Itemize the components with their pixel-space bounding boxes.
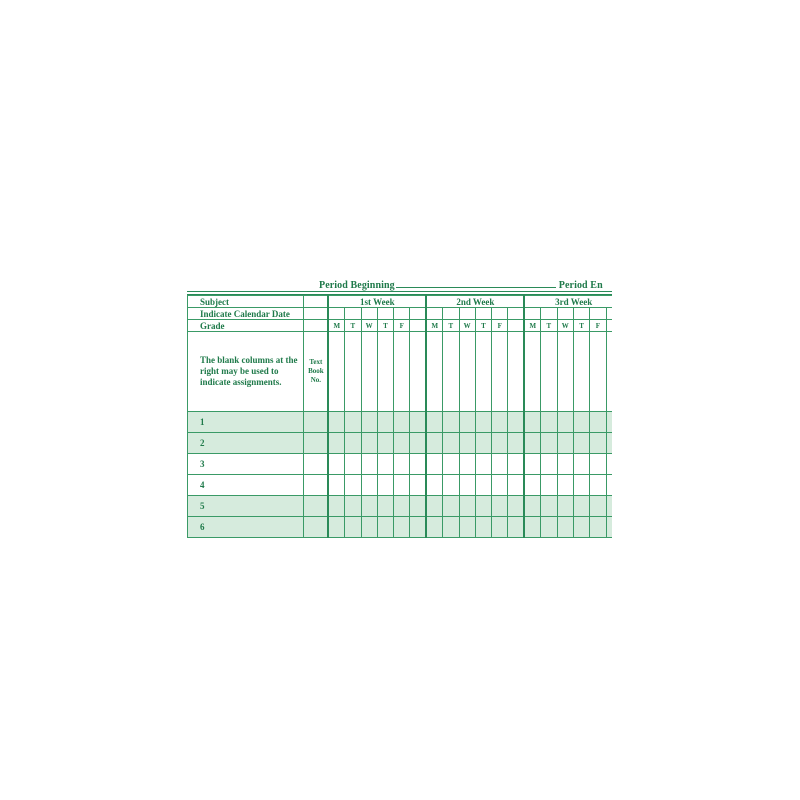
textbook-cell[interactable]: [304, 475, 328, 496]
attendance-cell[interactable]: [328, 412, 344, 433]
date-cell[interactable]: [410, 308, 426, 320]
textbook-cell[interactable]: [304, 496, 328, 517]
date-cell[interactable]: [541, 308, 557, 320]
attendance-cell[interactable]: [524, 433, 540, 454]
attendance-cell[interactable]: [426, 496, 442, 517]
date-cell[interactable]: [328, 308, 344, 320]
attendance-cell[interactable]: [443, 475, 459, 496]
attendance-cell[interactable]: [410, 454, 426, 475]
attendance-cell[interactable]: [410, 517, 426, 538]
attendance-cell[interactable]: [557, 517, 573, 538]
period-ending-label: Period En: [558, 280, 603, 291]
attendance-cell[interactable]: [394, 475, 410, 496]
textbook-cell[interactable]: [304, 412, 328, 433]
attendance-cell[interactable]: [573, 433, 589, 454]
attendance-cell[interactable]: [590, 454, 606, 475]
attendance-cell[interactable]: [459, 433, 475, 454]
attendance-cell[interactable]: [524, 475, 540, 496]
date-cell[interactable]: [524, 308, 540, 320]
date-cell[interactable]: [573, 308, 589, 320]
day-label: F: [590, 320, 606, 332]
attendance-cell[interactable]: [377, 412, 393, 433]
textbook-cell[interactable]: [304, 433, 328, 454]
attendance-cell[interactable]: [345, 433, 361, 454]
attendance-cell[interactable]: [377, 433, 393, 454]
assignment-header-cell[interactable]: [573, 332, 589, 412]
day-blank-cell: [606, 320, 612, 332]
period-line: [319, 278, 603, 291]
attendance-cell[interactable]: [492, 433, 508, 454]
attendance-cell[interactable]: [426, 433, 442, 454]
attendance-cell[interactable]: [328, 517, 344, 538]
attendance-cell[interactable]: [345, 475, 361, 496]
assignment-header-cell[interactable]: [508, 332, 524, 412]
day-label: W: [361, 320, 377, 332]
assignment-header-cell[interactable]: [443, 332, 459, 412]
attendance-cell[interactable]: [328, 496, 344, 517]
date-cell[interactable]: [361, 308, 377, 320]
attendance-cell[interactable]: [606, 454, 612, 475]
attendance-cell[interactable]: [557, 454, 573, 475]
attendance-cell[interactable]: [475, 433, 491, 454]
day-label: T: [475, 320, 491, 332]
attendance-cell[interactable]: [345, 496, 361, 517]
attendance-cell[interactable]: [443, 433, 459, 454]
attendance-cell[interactable]: [394, 433, 410, 454]
assignment-header-cell[interactable]: [557, 332, 573, 412]
day-label: M: [426, 320, 442, 332]
attendance-cell[interactable]: [573, 496, 589, 517]
attendance-cell[interactable]: [361, 496, 377, 517]
attendance-cell[interactable]: [492, 412, 508, 433]
attendance-cell[interactable]: [426, 454, 442, 475]
attendance-cell[interactable]: [443, 454, 459, 475]
attendance-cell[interactable]: [524, 517, 540, 538]
attendance-cell[interactable]: [541, 517, 557, 538]
assignment-header-cell[interactable]: [345, 332, 361, 412]
attendance-cell[interactable]: [557, 412, 573, 433]
attendance-cell[interactable]: [475, 517, 491, 538]
period-beginning-field[interactable]: [396, 278, 556, 288]
day-label: F: [492, 320, 508, 332]
table-row: [188, 517, 613, 538]
attendance-cell[interactable]: [377, 475, 393, 496]
attendance-cell[interactable]: [426, 517, 442, 538]
attendance-cell[interactable]: [573, 475, 589, 496]
row-number: 2: [188, 433, 304, 454]
row-number: 4: [188, 475, 304, 496]
attendance-cell[interactable]: [590, 475, 606, 496]
assignment-header-cell[interactable]: [524, 332, 540, 412]
attendance-cell[interactable]: [443, 517, 459, 538]
attendance-cell[interactable]: [410, 433, 426, 454]
attendance-cell[interactable]: [328, 433, 344, 454]
attendance-cell[interactable]: [394, 517, 410, 538]
attendance-cell[interactable]: [492, 454, 508, 475]
attendance-cell[interactable]: [606, 433, 612, 454]
textbook-cell[interactable]: [304, 517, 328, 538]
date-cell[interactable]: [459, 308, 475, 320]
attendance-cell[interactable]: [573, 412, 589, 433]
attendance-cell[interactable]: [361, 454, 377, 475]
attendance-cell[interactable]: [557, 496, 573, 517]
assignment-header-cell[interactable]: [492, 332, 508, 412]
textbook-number-label: Text Book No.: [304, 332, 328, 412]
attendance-cell[interactable]: [541, 454, 557, 475]
attendance-cell[interactable]: [361, 475, 377, 496]
attendance-cell[interactable]: [508, 433, 524, 454]
attendance-cell[interactable]: [524, 496, 540, 517]
date-cell[interactable]: [345, 308, 361, 320]
attendance-cell[interactable]: [394, 496, 410, 517]
attendance-cell[interactable]: [524, 454, 540, 475]
attendance-cell[interactable]: [492, 475, 508, 496]
table-row: [188, 412, 613, 433]
date-cell[interactable]: [475, 308, 491, 320]
attendance-cell[interactable]: [345, 517, 361, 538]
attendance-cell[interactable]: [508, 475, 524, 496]
date-cell[interactable]: [394, 308, 410, 320]
attendance-cell[interactable]: [328, 475, 344, 496]
textbook-cell[interactable]: [304, 454, 328, 475]
attendance-cell[interactable]: [443, 496, 459, 517]
attendance-cell[interactable]: [443, 412, 459, 433]
attendance-cell[interactable]: [541, 412, 557, 433]
assignment-header-cell[interactable]: [394, 332, 410, 412]
attendance-cell[interactable]: [459, 475, 475, 496]
assignment-header-cell[interactable]: [361, 332, 377, 412]
attendance-cell[interactable]: [492, 496, 508, 517]
date-cell[interactable]: [606, 308, 612, 320]
week-header-1: 1st Week: [328, 296, 426, 308]
row-number: 6: [188, 517, 304, 538]
table-row: [188, 454, 613, 475]
gradebook-sheet: [187, 274, 612, 544]
subject-label: Subject: [188, 296, 304, 308]
day-label: T: [573, 320, 589, 332]
week-header-3: 3rd Week: [524, 296, 612, 308]
attendance-cell[interactable]: [328, 454, 344, 475]
attendance-cell[interactable]: [377, 517, 393, 538]
attendance-cell[interactable]: [573, 454, 589, 475]
day-label: W: [557, 320, 573, 332]
day-label: M: [328, 320, 344, 332]
date-cell[interactable]: [557, 308, 573, 320]
attendance-cell[interactable]: [590, 412, 606, 433]
attendance-cell[interactable]: [475, 412, 491, 433]
attendance-cell[interactable]: [345, 412, 361, 433]
date-cell[interactable]: [426, 308, 442, 320]
attendance-cell[interactable]: [606, 412, 612, 433]
attendance-cell[interactable]: [410, 496, 426, 517]
textbook-header-cell: [304, 296, 328, 308]
assignment-header-cell[interactable]: [426, 332, 442, 412]
assignment-header-cell[interactable]: [541, 332, 557, 412]
assignment-header-cell[interactable]: [410, 332, 426, 412]
attendance-cell[interactable]: [361, 412, 377, 433]
attendance-cell[interactable]: [492, 517, 508, 538]
attendance-cell[interactable]: [377, 454, 393, 475]
assignment-header-cell[interactable]: [590, 332, 606, 412]
attendance-cell[interactable]: [361, 517, 377, 538]
attendance-cell[interactable]: [426, 475, 442, 496]
table-row: [188, 475, 613, 496]
assignment-header-cell[interactable]: [606, 332, 612, 412]
attendance-cell[interactable]: [573, 517, 589, 538]
assignment-header-cell[interactable]: [377, 332, 393, 412]
day-label: W: [459, 320, 475, 332]
grade-label: Grade: [188, 320, 304, 332]
attendance-cell[interactable]: [426, 412, 442, 433]
attendance-cell[interactable]: [475, 496, 491, 517]
date-cell[interactable]: [492, 308, 508, 320]
date-cell[interactable]: [443, 308, 459, 320]
attendance-cell[interactable]: [459, 517, 475, 538]
date-cell[interactable]: [590, 308, 606, 320]
attendance-cell[interactable]: [557, 475, 573, 496]
date-cell[interactable]: [508, 308, 524, 320]
attendance-cell[interactable]: [541, 475, 557, 496]
attendance-cell[interactable]: [459, 454, 475, 475]
calendar-date-label: Indicate Calendar Date: [188, 308, 304, 320]
attendance-cell[interactable]: [606, 517, 612, 538]
day-label: M: [524, 320, 540, 332]
header-rule: [187, 291, 612, 292]
attendance-cell[interactable]: [557, 433, 573, 454]
attendance-cell[interactable]: [394, 454, 410, 475]
day-label: F: [394, 320, 410, 332]
assignment-header-cell[interactable]: [475, 332, 491, 412]
attendance-cell[interactable]: [508, 412, 524, 433]
attendance-cell[interactable]: [524, 412, 540, 433]
row-number: 5: [188, 496, 304, 517]
row-number: 1: [188, 412, 304, 433]
attendance-cell[interactable]: [459, 496, 475, 517]
table-row: [188, 433, 613, 454]
attendance-cell[interactable]: [410, 412, 426, 433]
attendance-cell[interactable]: [541, 433, 557, 454]
attendance-cell[interactable]: [475, 454, 491, 475]
table-row: [188, 496, 613, 517]
period-beginning-label: Period Beginning: [319, 280, 395, 291]
attendance-cell[interactable]: [590, 433, 606, 454]
attendance-cell[interactable]: [508, 496, 524, 517]
attendance-cell[interactable]: [508, 517, 524, 538]
day-label: T: [377, 320, 393, 332]
assignment-header-cell[interactable]: [328, 332, 344, 412]
attendance-cell[interactable]: [394, 412, 410, 433]
day-label: T: [541, 320, 557, 332]
attendance-cell[interactable]: [475, 475, 491, 496]
attendance-cell[interactable]: [459, 412, 475, 433]
attendance-cell[interactable]: [345, 454, 361, 475]
day-blank-cell: [508, 320, 524, 332]
attendance-cell[interactable]: [377, 496, 393, 517]
instruction-text: The blank columns at the right may be used to indicate assignments.: [188, 332, 304, 412]
attendance-cell[interactable]: [606, 496, 612, 517]
textbook-grade-cell: [304, 320, 328, 332]
attendance-cell[interactable]: [541, 496, 557, 517]
attendance-cell[interactable]: [590, 517, 606, 538]
attendance-cell[interactable]: [590, 496, 606, 517]
attendance-cell[interactable]: [606, 475, 612, 496]
attendance-cell[interactable]: [361, 433, 377, 454]
day-label: T: [345, 320, 361, 332]
textbook-date-cell: [304, 308, 328, 320]
attendance-grid: [187, 295, 612, 538]
row-number: 3: [188, 454, 304, 475]
attendance-cell[interactable]: [410, 475, 426, 496]
assignment-header-cell[interactable]: [459, 332, 475, 412]
attendance-cell[interactable]: [508, 454, 524, 475]
day-blank-cell: [410, 320, 426, 332]
week-header-2: 2nd Week: [426, 296, 524, 308]
date-cell[interactable]: [377, 308, 393, 320]
day-label: T: [443, 320, 459, 332]
